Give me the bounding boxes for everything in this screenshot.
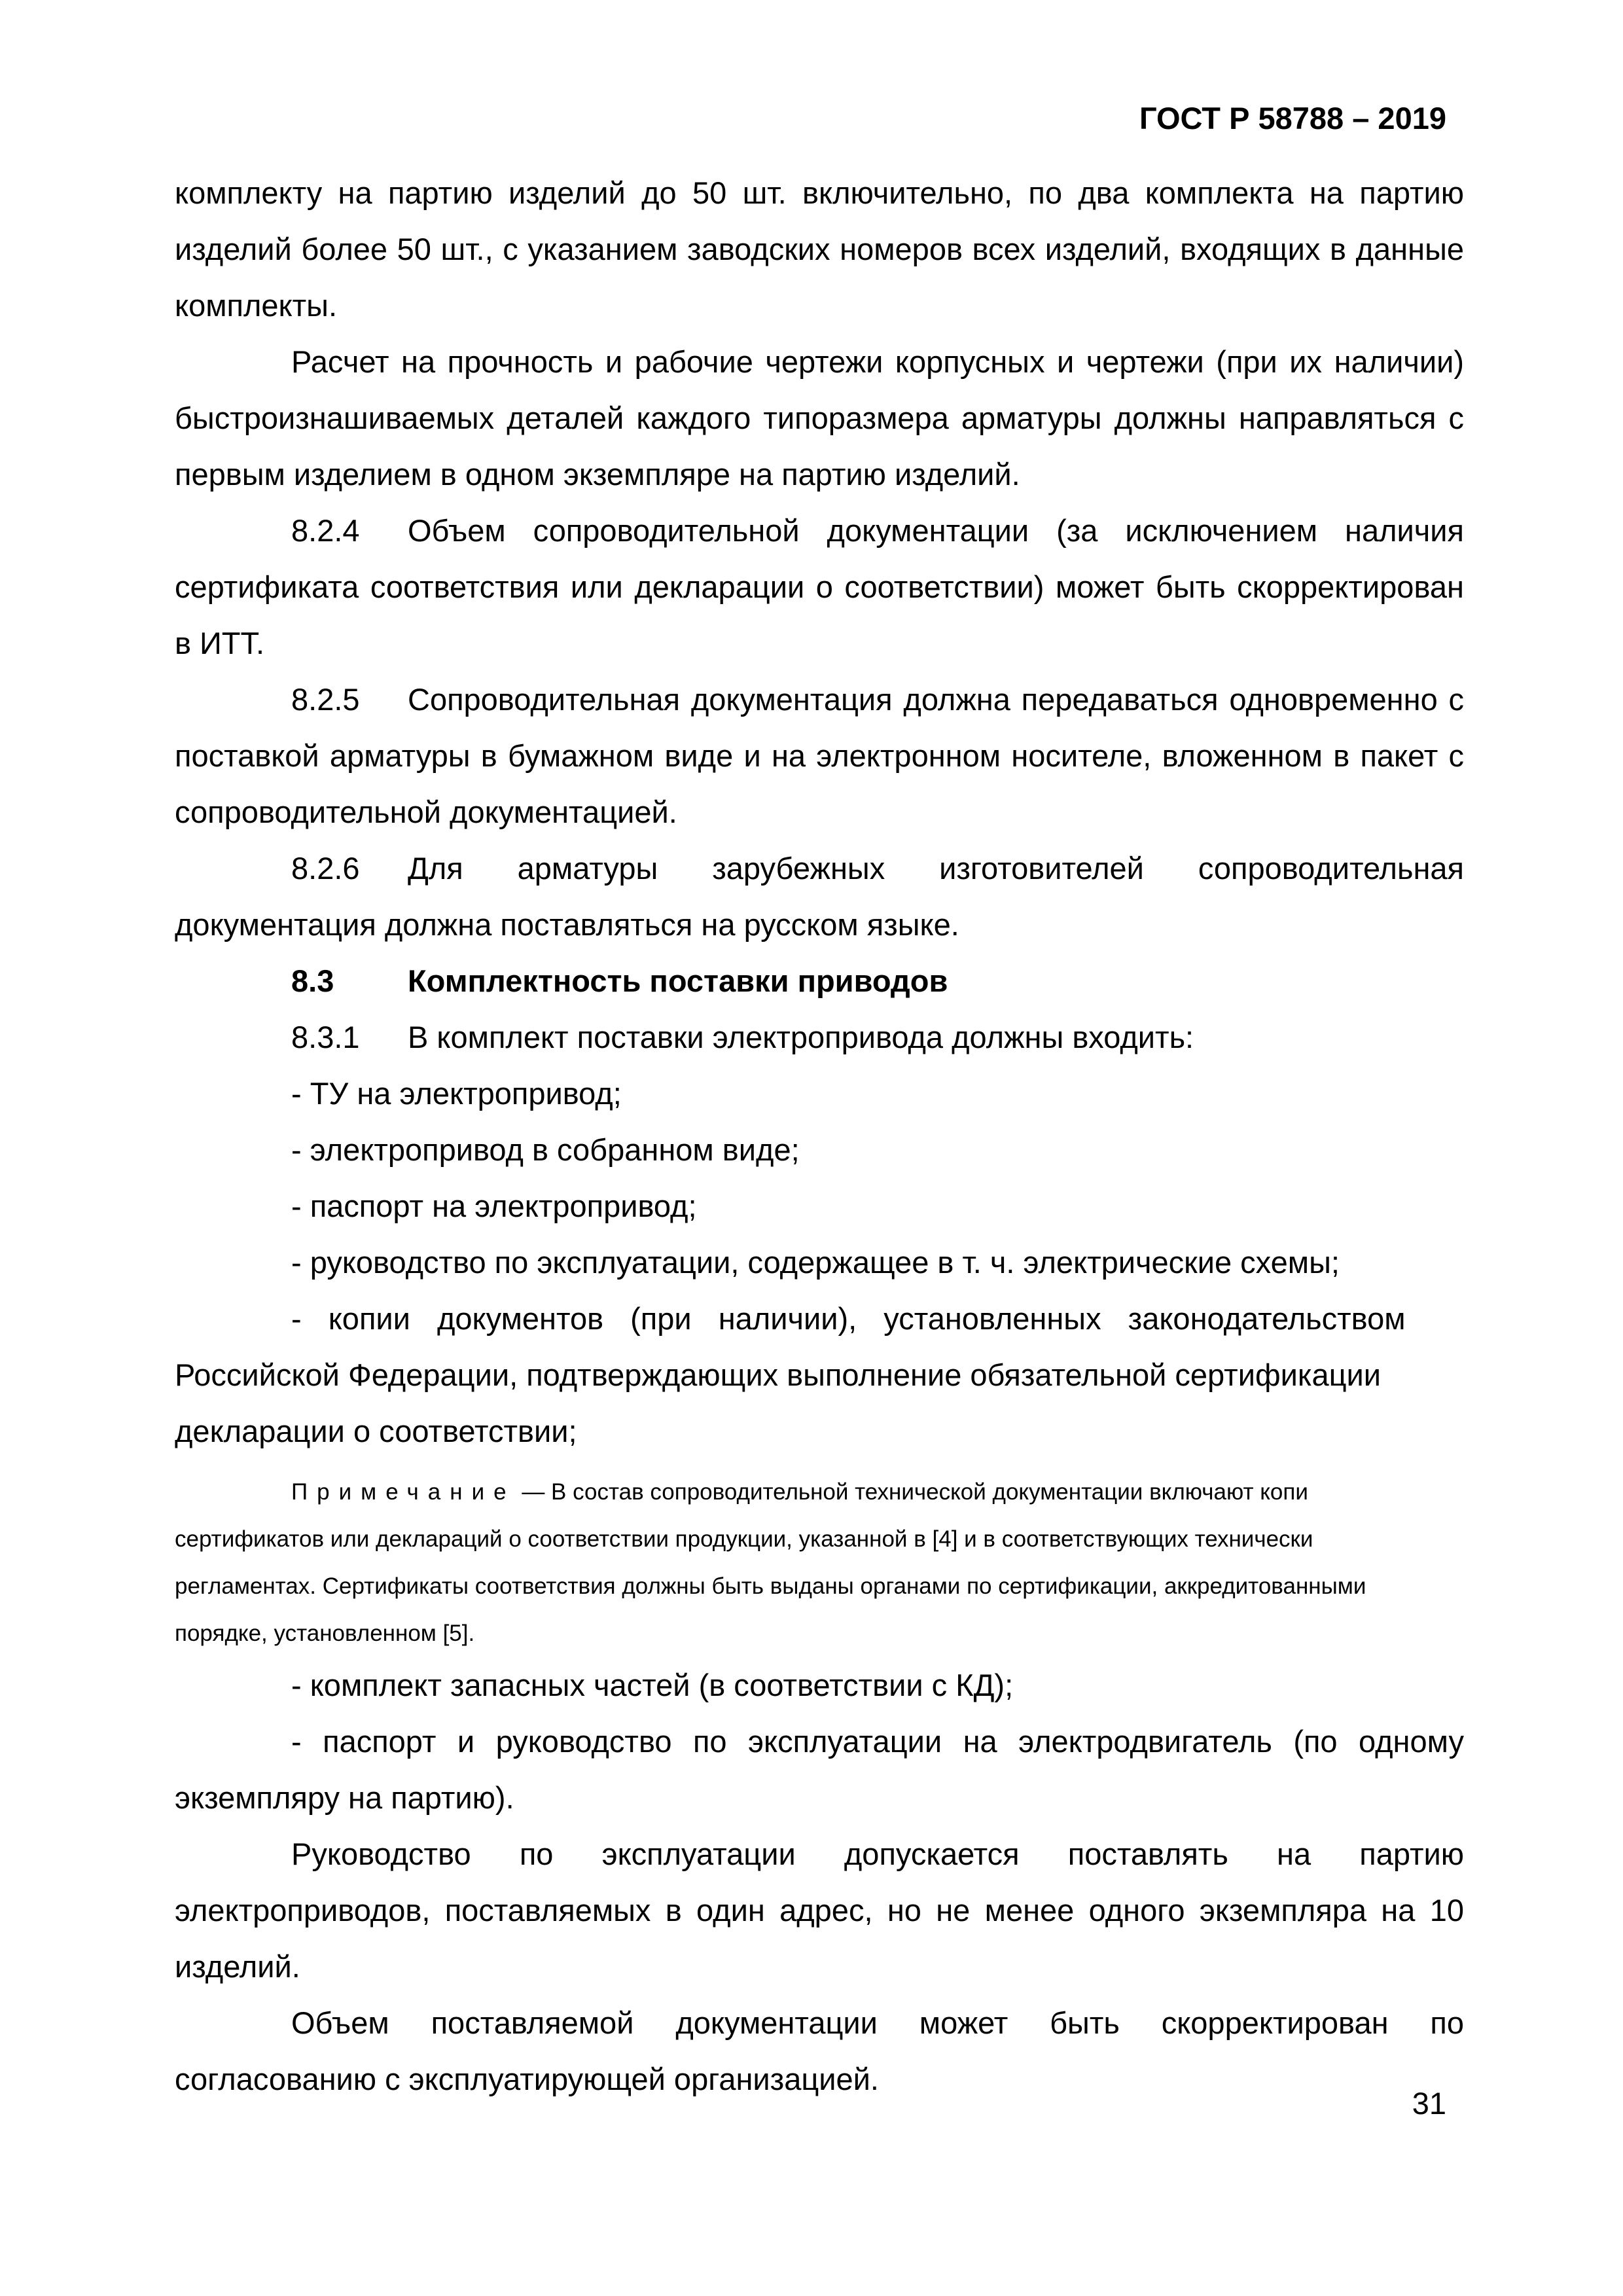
section-number: 8.3 bbox=[291, 963, 334, 998]
note-line: сертификатов или деклараций о соответствии продукции, указанной в [4] и в соответствующих технически bbox=[175, 1526, 1313, 1552]
clause-text: Объем сопроводительной документации (за исключением наличия сертификата соответствия или декларации о соответствии) может быть скорректирован в ИТТ. bbox=[175, 513, 1464, 660]
page-number: 31 bbox=[1412, 2086, 1446, 2121]
paragraph-manual-supply: Руководство по эксплуатации допускается поставлять на партию электроприводов, поставляемых в один адрес, но не менее одного экземпляра на 10 изделий. bbox=[175, 1837, 1464, 1984]
clause-text: Для арматуры зарубежных изготовителей сопроводительная документация должна поставляться на русском языке. bbox=[175, 851, 1464, 942]
list-item: - электропривод в собранном виде; bbox=[291, 1132, 800, 1167]
clause-number: 8.2.5 bbox=[291, 682, 360, 717]
paragraph-documentation-volume: Объем поставляемой документации может быть скорректирован по согласованию с эксплуатирующей организацией. bbox=[175, 2005, 1464, 2096]
list-item-line: декларации о соответствии; bbox=[175, 1414, 577, 1448]
note-text: В состав сопроводительной технической документации включают копи bbox=[551, 1479, 1308, 1505]
page-body bbox=[175, 165, 1464, 2108]
note-line: порядке, установленном [5]. bbox=[175, 1621, 475, 1646]
list-item: - паспорт и руководство по эксплуатации на электродвигатель (по одному экземпляру на партию). bbox=[175, 1724, 1464, 1815]
list-item-line: Российской Федерации, подтверждающих выполнение обязательной сертификации bbox=[175, 1357, 1382, 1392]
clause-8-2-4 bbox=[175, 503, 1464, 672]
clause-number: 8.3.1 bbox=[291, 1020, 360, 1054]
list-item: - ТУ на электропривод; bbox=[291, 1076, 622, 1111]
clause-number: 8.2.4 bbox=[291, 513, 360, 548]
note-line: регламентах. Сертификаты соответствия должны быть выданы органами по сертификации, аккредитованными bbox=[175, 1573, 1366, 1599]
clause-8-3-1 bbox=[175, 1009, 1464, 1066]
list-item: - паспорт на электропривод; bbox=[291, 1189, 697, 1223]
note-label: Примечание bbox=[291, 1479, 516, 1505]
paragraph-continuation: комплекту на партию изделий до 50 шт. включительно, по два комплекта на партию изделий более 50 шт., с указанием заводских номеров всех изделий, входящих в данные комплекты. bbox=[175, 175, 1464, 323]
list-item: - комплект запасных частей (в соответствии с КД); bbox=[291, 1668, 1014, 1702]
paragraph-strength-calc: Расчет на прочность и рабочие чертежи корпусных и чертежи (при их наличии) быстроизнашиваемых деталей каждого типоразмера арматуры должны направляться с первым изделием в одном экземпляре на партию изделий. bbox=[175, 344, 1464, 492]
note-block bbox=[175, 1469, 1464, 1657]
section-title: Комплектность поставки приводов bbox=[408, 963, 948, 998]
clause-8-2-6 bbox=[175, 840, 1464, 953]
list-item-line: - копии документов (при наличии), установленных законодательством bbox=[291, 1301, 1406, 1336]
clause-text: В комплект поставки электропривода должны входить: bbox=[408, 1020, 1194, 1054]
note-line bbox=[175, 1469, 1497, 1516]
note-dash: — bbox=[515, 1479, 552, 1505]
clause-text: Сопроводительная документация должна передаваться одновременно с поставкой арматуры в бумажном виде и на электронном носителе, вложенном в пакет с сопроводительной документацией. bbox=[175, 682, 1464, 829]
clause-number: 8.2.6 bbox=[291, 851, 360, 886]
list-item-copies bbox=[175, 1291, 1497, 1460]
clause-8-2-5 bbox=[175, 672, 1464, 840]
standard-header: ГОСТ Р 58788 – 2019 bbox=[1139, 101, 1446, 135]
list-item: - руководство по эксплуатации, содержащее в т. ч. электрические схемы; bbox=[291, 1245, 1340, 1280]
section-8-3-heading bbox=[175, 953, 1464, 1009]
